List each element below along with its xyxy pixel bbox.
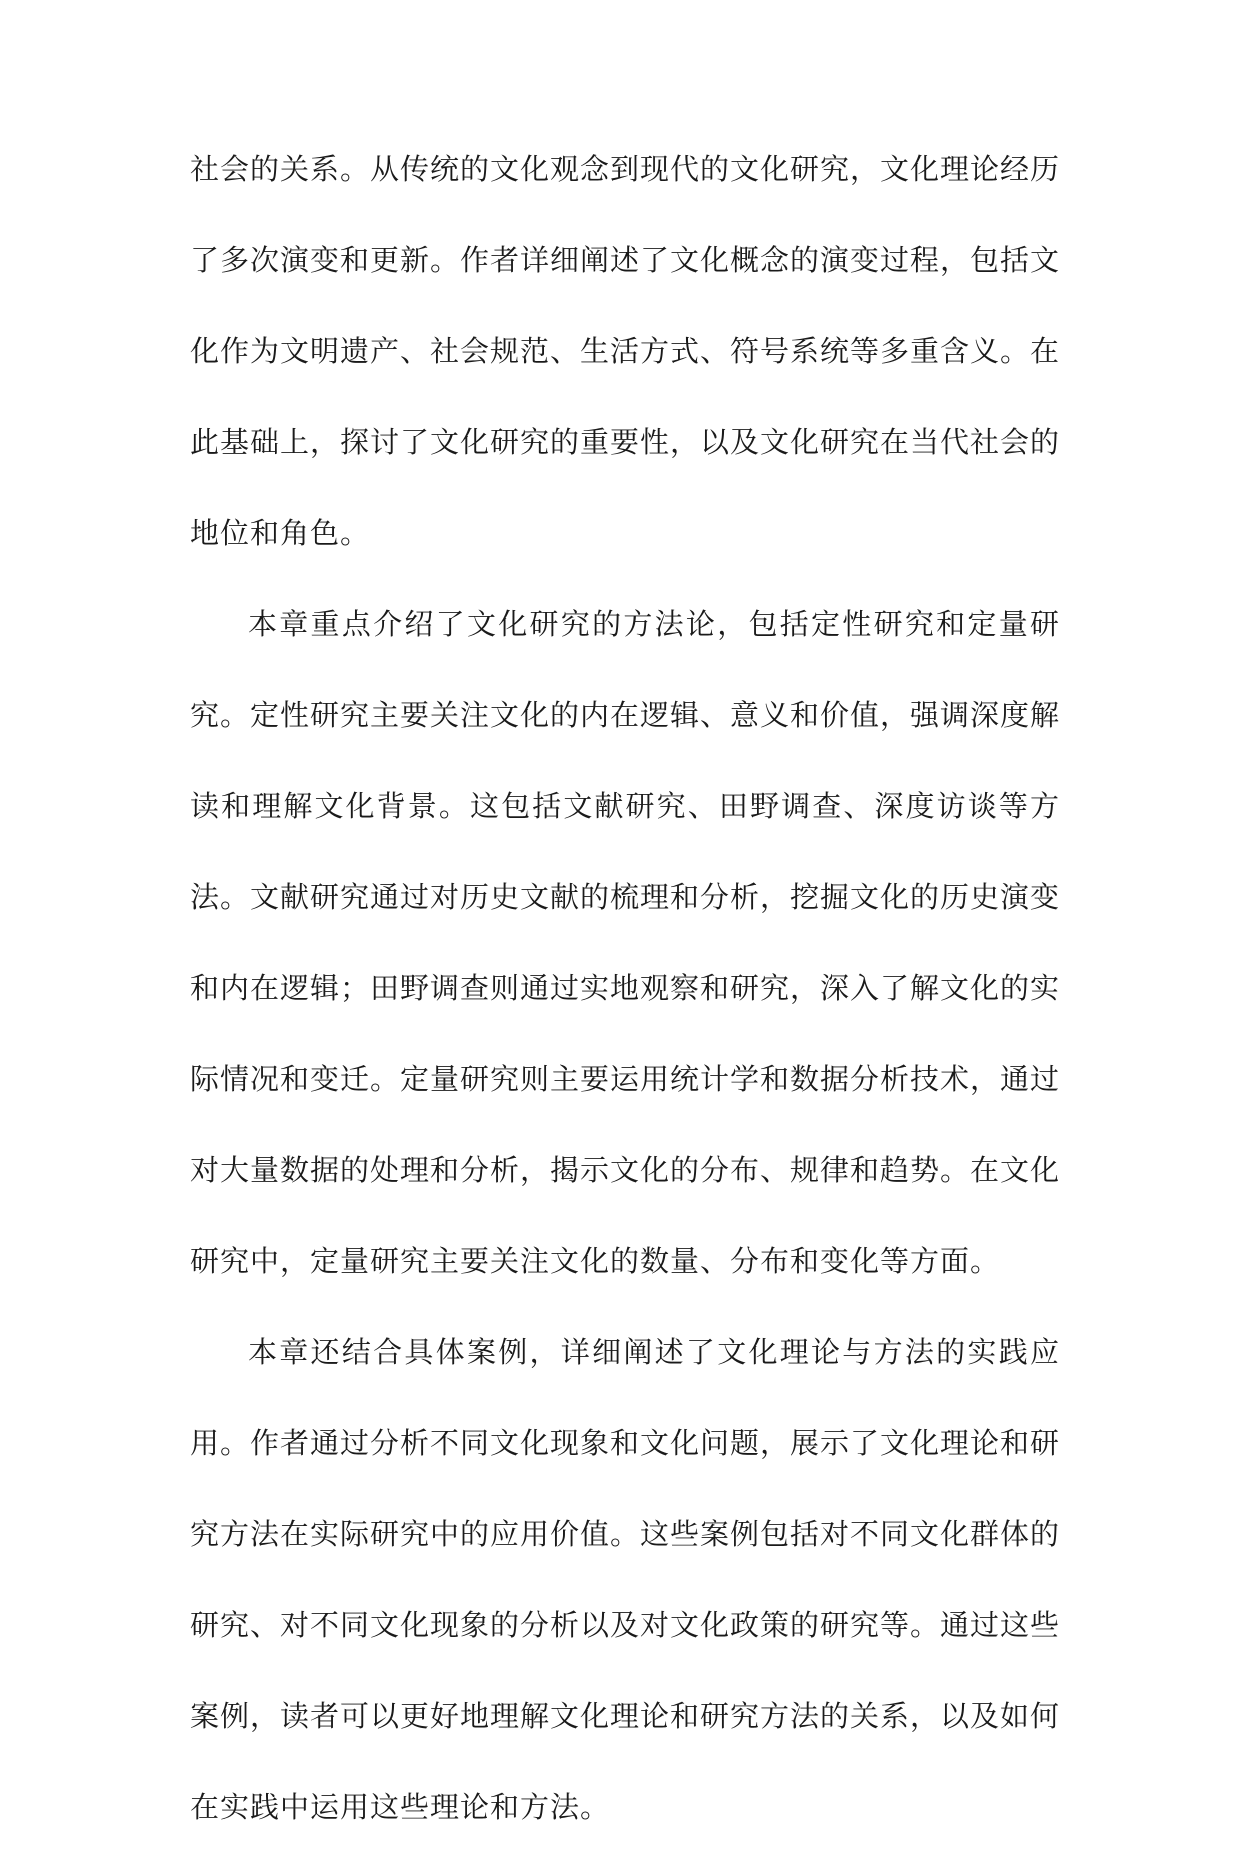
paragraph-1: 社会的关系。从传统的文化观念到现代的文化研究，文化理论经历了多次演变和更新。作者详细阐述了文化概念的演变过程，包括文化作为文明遗产、社会规范、生活方式、符号系统等多重含义。在此基础上，探讨了文化研究的重要性，以及文化研究在当代社会的地位和角色。 <box>190 152 1061 550</box>
paragraph-2: 本章重点介绍了文化研究的方法论，包括定性研究和定量研究。定性研究主要关注文化的内在逻辑、意义和价值，强调深度解读和理解文化背景。这包括文献研究、田野调查、深度访谈等方法。文献研究通过对历史文献的梳理和分析，挖掘文化的历史演变和内在逻辑；田野调查则通过实地观察和研究，深入了解文化的实际情况和变迁。定量研究则主要运用统计学和数据分析技术，通过对大量数据的处理和分析，揭示文化的分布、规律和趋势。在文化研究中，定量研究主要关注文化的数量、分布和变化等方面。 <box>190 607 1061 1278</box>
body-text <box>190 124 1060 1853</box>
paragraph-3: 本章还结合具体案例，详细阐述了文化理论与方法的实践应用。作者通过分析不同文化现象和文化问题，展示了文化理论和研究方法在实际研究中的应用价值。这些案例包括对不同文化群体的研究、对不同文化现象的分析以及对文化政策的研究等。通过这些案例，读者可以更好地理解文化理论和研究方法的关系，以及如何在实践中运用这些理论和方法。 <box>190 1335 1061 1824</box>
